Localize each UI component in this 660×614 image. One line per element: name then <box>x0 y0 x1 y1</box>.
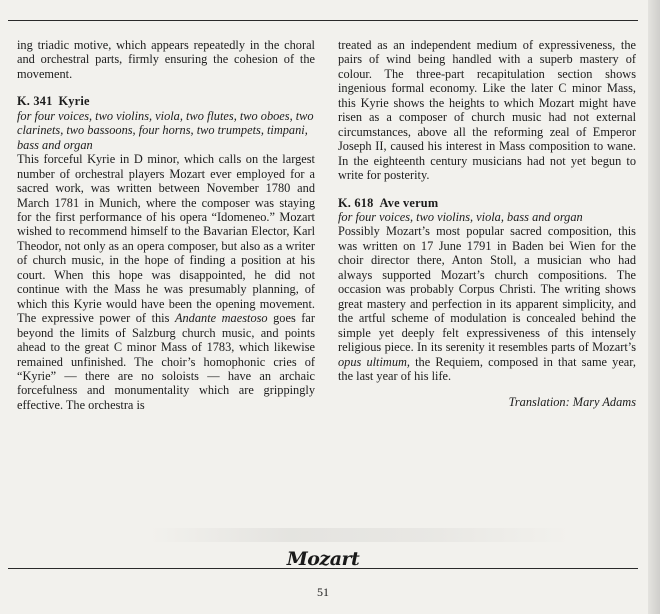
body-k341 <box>17 152 315 412</box>
catalog-number: K. 618 <box>338 195 374 210</box>
top-rule <box>8 20 638 21</box>
bottom-rule <box>8 568 638 569</box>
scoring-k618: for four voices, two violins, viola, bass and organ <box>338 209 583 224</box>
section-heading-k341 <box>17 94 315 108</box>
body-text-cont: the Requiem, composed in that same year, the last year of his life. <box>338 354 636 383</box>
page-number: 51 <box>317 585 329 599</box>
work-title: Ave verum <box>379 195 439 210</box>
scoring-k341: for four voices, two violins, viola, two flutes, two oboes, two clarinets, two bassoons, four horns, two trumpets, timpani, bass and organ <box>17 108 314 152</box>
body-k618 <box>338 224 636 383</box>
translation-credit: Translation: Mary Adams <box>508 395 636 410</box>
show-through-text <box>150 528 570 542</box>
tempo-marking: Andante maestoso <box>174 311 268 326</box>
intro-paragraph: ing triadic motive, which appears repeatedly in the choral and orchestral parts, firmly ensuring the cohesion of the movement. <box>17 38 315 81</box>
continuation-paragraph: treated as an independent medium of expressiveness, the pairs of wind being handled with a superb mastery of colour. The three-part recapitulation section shows ingenious formal economy. Like the later C minor Mass, this Kyrie shows the heights to which Mozart might have risen as a composer of church music had not external circumstances, above all the reforming zeal of Emperor Joseph II, caused his interest in Mass composition to wane. In the eighteenth century musicians had not yet begun to write for posterity. <box>338 38 636 183</box>
mozart-signature: Mozart <box>286 548 360 570</box>
left-column <box>17 38 315 412</box>
section-heading-k618 <box>338 196 636 210</box>
page-edge-shadow <box>648 0 660 614</box>
right-column <box>338 38 636 410</box>
body-text: This forceful Kyrie in D minor, which calls on the largest number of orchestral players Mozart ever employed for a sacred work, was written between November 1780 and March 1781 in Munich, where the composer was staying for the first performance of his opera “Idomeneo.” Mozart wished to recommend himself to the Bavarian Elector, Karl Theodor, not only as an opera composer, but also as a writer of church music, in the hope of finding a position at his court. When this hope was disappointed, he did not continue with the Mass he was presumably planning, of which this Kyrie would have been the opening movement. The expressive power of this <box>17 152 315 326</box>
body-text: Possibly Mozart’s most popular sacred composition, this was written on 17 June 1791 in Baden bei Wien for the choir director there, Anton Stoll, a musician who had always supported Mozart’s church compositions. The occasion was probably Corpus Christi. The writing shows great mastery and perfection in its apparent simplicity, and the artful scheme of modulation is concealed behind the simple yet deeply felt expressiveness of this intensely religious piece. In its serenity it resembles parts of Mozart’s <box>338 224 636 355</box>
body-text-cont: goes far beyond the limits of Salzburg church music, and points ahead to the great C minor Mass of 1783, which likewise remained unfinished. The choir’s homophonic cries of “Kyrie” — there are no soloists — have an archaic forcefulness and monumentality which are grippingly effective. The orchestra is <box>17 311 316 412</box>
work-title: Kyrie <box>58 94 90 109</box>
opus-title: opus ultimum, <box>338 354 410 369</box>
catalog-number: K. 341 <box>17 94 53 109</box>
